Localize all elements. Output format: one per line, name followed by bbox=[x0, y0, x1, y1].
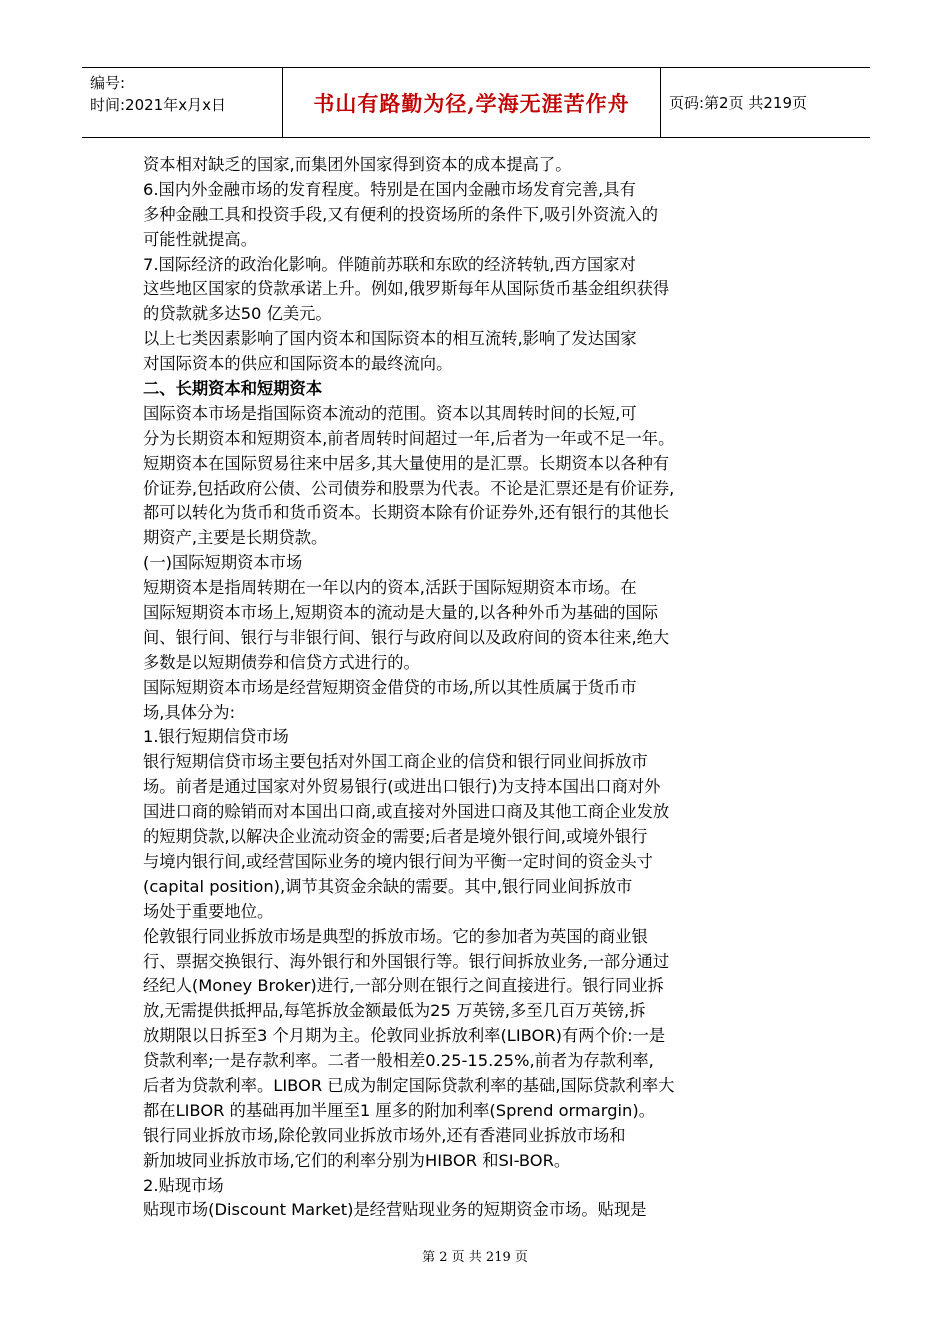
text-line: 的贷款就多达50 亿美元。 bbox=[143, 304, 332, 324]
text-line: 银行短期信贷市场主要包括对外国工商企业的信贷和银行同业间拆放市 bbox=[143, 752, 648, 772]
text-line: (capital position),调节其资金余缺的需要。其中,银行同业间拆放市 bbox=[143, 876, 633, 896]
text-line: 国际资本市场是指国际资本流动的范围。资本以其周转时间的长短,可 bbox=[143, 403, 637, 423]
document-body bbox=[143, 153, 803, 1223]
header-page-code: 页码:第2页 共219页 bbox=[669, 94, 807, 112]
text-line: 间、银行间、银行与非银行间、银行与政府间以及政府间的资本往来,绝大 bbox=[143, 627, 670, 647]
text-line: 短期资本在国际贸易往来中居多,其大量使用的是汇票。长期资本以各种有 bbox=[143, 453, 670, 473]
text-line: 伦敦银行同业拆放市场是典型的拆放市场。它的参加者为英国的商业银 bbox=[143, 926, 648, 946]
document-date-label: 时间:2021年x月x日 bbox=[90, 96, 226, 114]
text-line: 2.贴现市场 bbox=[143, 1175, 224, 1195]
text-line: 贷款利率;一是存款利率。二者一般相差0.25-15.25%,前者为存款利率, bbox=[143, 1051, 654, 1071]
text-line: 6.国内外金融市场的发育程度。特别是在国内金融市场发育完善,具有 bbox=[143, 179, 636, 199]
text-line: 放期限以日拆至3 个月期为主。伦敦同业拆放利率(LIBOR)有两个价:一是 bbox=[143, 1026, 666, 1046]
text-line: 多种金融工具和投资手段,又有便利的投资场所的条件下,吸引外资流入的 bbox=[143, 204, 659, 224]
document-number-label: 编号: bbox=[90, 74, 126, 92]
text-line: 场。前者是通过国家对外贸易银行(或进出口银行)为支持本国出口商对外 bbox=[143, 777, 661, 797]
text-line: 行、票据交换银行、海外银行和外国银行等。银行间拆放业务,一部分通过 bbox=[143, 951, 670, 971]
text-line: 场处于重要地位。 bbox=[143, 901, 274, 921]
text-line: 场,具体分为: bbox=[143, 702, 236, 722]
text-line: 经纪人(Money Broker)进行,一部分则在银行之间直接进行。银行同业拆 bbox=[143, 976, 664, 996]
text-line: 可能性就提高。 bbox=[143, 229, 257, 249]
page-footer: 第 2 页 共 219 页 bbox=[422, 1250, 528, 1265]
text-line: 1.银行短期信贷市场 bbox=[143, 727, 289, 747]
text-line: 多数是以短期债券和信贷方式进行的。 bbox=[143, 652, 420, 672]
text-line: 以上七类因素影响了国内资本和国际资本的相互流转,影响了发达国家 bbox=[143, 329, 637, 349]
text-line: 国际短期资本市场上,短期资本的流动是大量的,以各种外币为基础的国际 bbox=[143, 603, 659, 623]
text-line: 价证券,包括政府公债、公司债券和股票为代表。不论是汇票还是有价证券, bbox=[143, 478, 675, 498]
text-line: 都在LIBOR 的基础再加半厘至1 厘多的附加利率(Sprend ormargin)。 bbox=[143, 1100, 656, 1120]
text-line: 后者为贷款利率。LIBOR 已成为制定国际贷款利率的基础,国际贷款利率大 bbox=[143, 1075, 675, 1095]
text-line: 国进口商的赊销而对本国出口商,或直接对外国进口商及其他工商企业发放 bbox=[143, 802, 670, 822]
header-motto: 书山有路勤为径,学海无涯苦作舟 bbox=[283, 68, 661, 137]
text-line: 资本相对缺乏的国家,而集团外国家得到资本的成本提高了。 bbox=[143, 155, 572, 174]
text-line: 的短期贷款,以解决企业流动资金的需要;后者是境外银行间,或境外银行 bbox=[143, 827, 648, 847]
text-line: (一)国际短期资本市场 bbox=[143, 553, 303, 573]
text-line: 都可以转化为货币和货币资本。长期资本除有价证券外,还有银行的其他长 bbox=[143, 503, 670, 523]
text-line: 期资产,主要是长期贷款。 bbox=[143, 528, 328, 548]
text-line: 7.国际经济的政治化影响。伴随前苏联和东欧的经济转轨,西方国家对 bbox=[143, 254, 636, 274]
text-line: 对国际资本的供应和国际资本的最终流向。 bbox=[143, 354, 453, 374]
text-line: 分为长期资本和短期资本,前者周转时间超过一年,后者为一年或不足一年。 bbox=[143, 428, 675, 448]
header-meta bbox=[82, 68, 283, 137]
text-line: 贴现市场(Discount Market)是经营贴现业务的短期资金市场。贴现是 bbox=[143, 1200, 647, 1220]
section-heading: 二、长期资本和短期资本 bbox=[143, 379, 323, 399]
page-header bbox=[82, 67, 870, 138]
text-line: 这些地区国家的贷款承诺上升。例如,俄罗斯每年从国际货币基金组织获得 bbox=[143, 279, 670, 299]
text-line: 银行同业拆放市场,除伦敦同业拆放市场外,还有香港同业拆放市场和 bbox=[143, 1125, 626, 1145]
text-line: 新加坡同业拆放市场,它们的利率分别为HIBOR 和SI-BOR。 bbox=[143, 1150, 571, 1170]
text-line: 放,无需提供抵押品,每笔拆放金额最低为25 万英镑,多至几百万英镑,拆 bbox=[143, 1001, 646, 1021]
text-line: 国际短期资本市场是经营短期资金借贷的市场,所以其性质属于货币市 bbox=[143, 677, 637, 697]
text-line: 与境内银行间,或经营国际业务的境内银行间为平衡一定时间的资金头寸 bbox=[143, 851, 653, 871]
text-line: 短期资本是指周转期在一年以内的资本,活跃于国际短期资本市场。在 bbox=[143, 578, 637, 598]
